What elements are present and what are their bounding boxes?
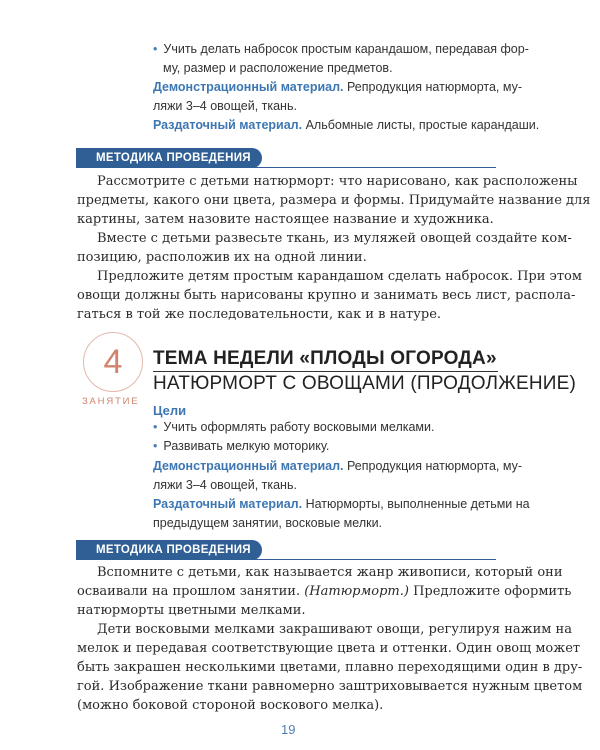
method2-para-line: гой. Изображение ткани равномерно заштриховывается нужным цветом bbox=[77, 679, 583, 694]
method-rule-1 bbox=[76, 167, 496, 168]
method1-para-line: Рассмотрите с детьми натюрморт: что нарисовано, как расположены bbox=[97, 174, 578, 189]
bullet-icon: • bbox=[153, 439, 158, 453]
method2-para-line: натюрморты цветными мелками. bbox=[77, 603, 306, 618]
goal-item: • Учить оформлять работу восковыми мелками. bbox=[153, 420, 435, 434]
handout-label: Раздаточный материал. bbox=[153, 497, 303, 511]
method-heading-1: МЕТОДИКА ПРОВЕДЕНИЯ bbox=[76, 148, 262, 168]
answer-note: (Натюрморт.) bbox=[304, 584, 409, 599]
demo-text: Репродукция натюрморта, му- bbox=[347, 80, 523, 94]
lesson-handout-material bbox=[153, 495, 530, 514]
lesson-demo-material bbox=[153, 457, 522, 476]
method2-para-line: Вспомните с детьми, как называется жанр живописи, который они bbox=[97, 565, 563, 580]
top-demo-material-cont: ляжи 3–4 овощей, ткань. bbox=[153, 99, 297, 113]
handout-label: Раздаточный материал. bbox=[153, 118, 303, 132]
handout-text: Натюрморты, выполненные детьми на bbox=[305, 497, 530, 511]
top-bullet-line1: • Учить делать набросок простым карандашом, передавая фор- bbox=[153, 42, 529, 56]
handout-text: Альбомные листы, простые карандаши. bbox=[305, 118, 540, 132]
method1-para-line: Предложите детям простым карандашом сделать набросок. При этом bbox=[97, 269, 582, 284]
goal-item: • Развивать мелкую моторику. bbox=[153, 439, 330, 453]
demo-label: Демонстрационный материал. bbox=[153, 80, 344, 94]
goals-heading: Цели bbox=[153, 403, 187, 418]
method1-para-line: гаться в той же последовательности, как и в натуре. bbox=[77, 307, 442, 322]
page-number: 19 bbox=[281, 722, 296, 737]
method1-para-line: картины, затем назовите настоящее название и художника. bbox=[77, 212, 494, 227]
lesson-demo-material-cont: ляжи 3–4 овощей, ткань. bbox=[153, 478, 297, 492]
method2-para-line: осваивали на прошлом занятии. (Натюрморт.) Предложите оформить bbox=[77, 584, 572, 599]
method2-para-line: (можно боковой стороной воскового мелка). bbox=[77, 698, 384, 713]
demo-label: Демонстрационный материал. bbox=[153, 459, 344, 473]
bullet-icon: • bbox=[153, 420, 158, 434]
topic-subtitle: НАТЮРМОРТ С ОВОЩАМИ (ПРОДОЛЖЕНИЕ) bbox=[153, 373, 577, 394]
bullet-icon: • bbox=[153, 42, 158, 56]
lesson-label: ЗАНЯТИЕ bbox=[82, 396, 140, 407]
method1-para-line: позицию, расположив их на одной линии. bbox=[77, 250, 367, 265]
method2-para-line: Дети восковыми мелками закрашивают овощи, регулируя нажим на bbox=[97, 622, 572, 637]
method2-para-line: быть закрашен несколькими цветами, плавно переходящими один в дру- bbox=[77, 660, 583, 675]
top-bullet-line2: му, размер и расположение предметов. bbox=[163, 61, 393, 75]
topic-title: ТЕМА НЕДЕЛИ «ПЛОДЫ ОГОРОДА» bbox=[153, 348, 497, 369]
lesson-handout-material-cont: предыдущем занятии, восковые мелки. bbox=[153, 516, 383, 530]
method2-para-line: мелок и передавая соответствующие цвета и оттенки. Один овощ может bbox=[77, 641, 581, 656]
top-handout-material bbox=[153, 116, 539, 135]
method1-para-line: Вместе с детьми развесьте ткань, из муляжей овощей создайте ком- bbox=[97, 231, 572, 246]
lesson-number-badge: 4 bbox=[83, 332, 143, 392]
method1-para-line: предметы, какого они цвета, размера и формы. Придумайте название для bbox=[77, 193, 591, 208]
top-demo-material bbox=[153, 78, 522, 97]
topic-title-rule bbox=[153, 371, 498, 372]
demo-text: Репродукция натюрморта, му- bbox=[347, 459, 523, 473]
method-rule-2 bbox=[76, 559, 496, 560]
method1-para-line: овощи должны быть нарисованы крупно и занимать весь лист, распола- bbox=[77, 288, 576, 303]
method-heading-2: МЕТОДИКА ПРОВЕДЕНИЯ bbox=[76, 540, 262, 560]
